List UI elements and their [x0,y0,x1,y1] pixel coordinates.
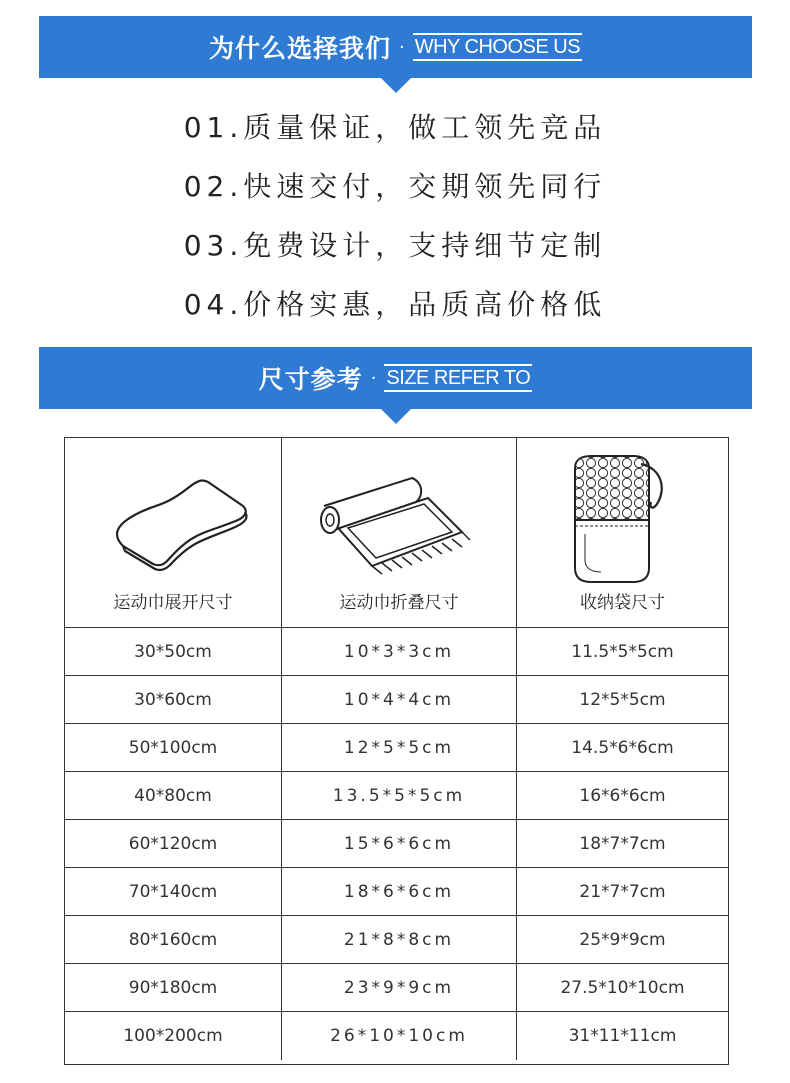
unfolded-size-cell: 40*80cm [65,772,282,819]
unfolded-size-cell: 70*140cm [65,868,282,915]
bag-size-cell: 12*5*5cm [579,689,666,710]
bag-size-cell: 14.5*6*6cm [571,737,674,758]
bag-size-cell: 25*9*9cm [579,929,666,950]
unfolded-size-cell: 90*180cm [65,964,282,1011]
folded-size-cell: 15*6*6cm [282,820,517,867]
table-header-row [65,438,728,628]
table-row [65,628,728,676]
header-cell-bag [517,438,728,627]
folded-size-cell: 18*6*6cm [282,868,517,915]
folded-size-cell: 12*5*5cm [282,724,517,771]
rolled-towel-icon [320,448,480,578]
header-label: 运动巾展开尺寸 [113,593,233,613]
banner-title-cn: 为什么选择我们 [208,34,391,63]
reason-item: 02.快速交付，交期领先同行 [183,170,607,203]
table-row [65,1012,728,1060]
unfolded-size-cell: 30*60cm [65,676,282,723]
storage-bag-icon [561,448,681,588]
reason-item: 04.价格实惠，品质高价格低 [183,288,607,321]
folded-size-cell: 26*10*10cm [282,1012,517,1060]
unfolded-size-cell: 50*100cm [65,724,282,771]
unfolded-size-cell: 30*50cm [65,628,282,675]
table-row [65,772,728,820]
banner-title-en: SIZE REFER TO [384,364,532,392]
folded-size-cell: 10*4*4cm [282,676,517,723]
reason-item: 01.质量保证，做工领先竞品 [183,111,607,144]
table-row [65,820,728,868]
bag-size-cell: 11.5*5*5cm [571,641,674,662]
folded-size-cell: 13.5*5*5cm [282,772,517,819]
reasons-list [0,98,790,334]
unfolded-size-cell: 100*200cm [65,1012,282,1060]
banner-dot: · [370,367,377,389]
banner-title-cn: 尺寸参考 [258,365,363,394]
reason-item: 03.免费设计，支持细节定制 [183,229,607,262]
folded-size-cell: 10*3*3cm [282,628,517,675]
banner-title-en: WHY CHOOSE US [413,33,582,61]
header-cell-folded [282,438,517,627]
folded-size-cell: 23*9*9cm [282,964,517,1011]
bag-size-cell: 21*7*7cm [579,881,666,902]
header-label: 运动巾折叠尺寸 [339,593,459,613]
table-row [65,964,728,1012]
table-row [65,916,728,964]
table-row [65,724,728,772]
size-table [64,437,729,1065]
header-label: 收纳袋尺寸 [580,593,665,613]
why-choose-us-banner [39,16,752,78]
bag-size-cell: 27.5*10*10cm [560,977,685,998]
table-row [65,676,728,724]
bag-size-cell: 31*11*11cm [568,1026,677,1046]
bag-size-cell: 18*7*7cm [579,833,666,854]
size-reference-banner [39,347,752,409]
unfolded-size-cell: 80*160cm [65,916,282,963]
bag-size-cell: 16*6*6cm [579,785,666,806]
banner-dot: · [398,36,405,58]
unfolded-towel-icon [93,448,253,578]
header-cell-unfolded [65,438,282,627]
table-row [65,868,728,916]
folded-size-cell: 21*8*8cm [282,916,517,963]
unfolded-size-cell: 60*120cm [65,820,282,867]
